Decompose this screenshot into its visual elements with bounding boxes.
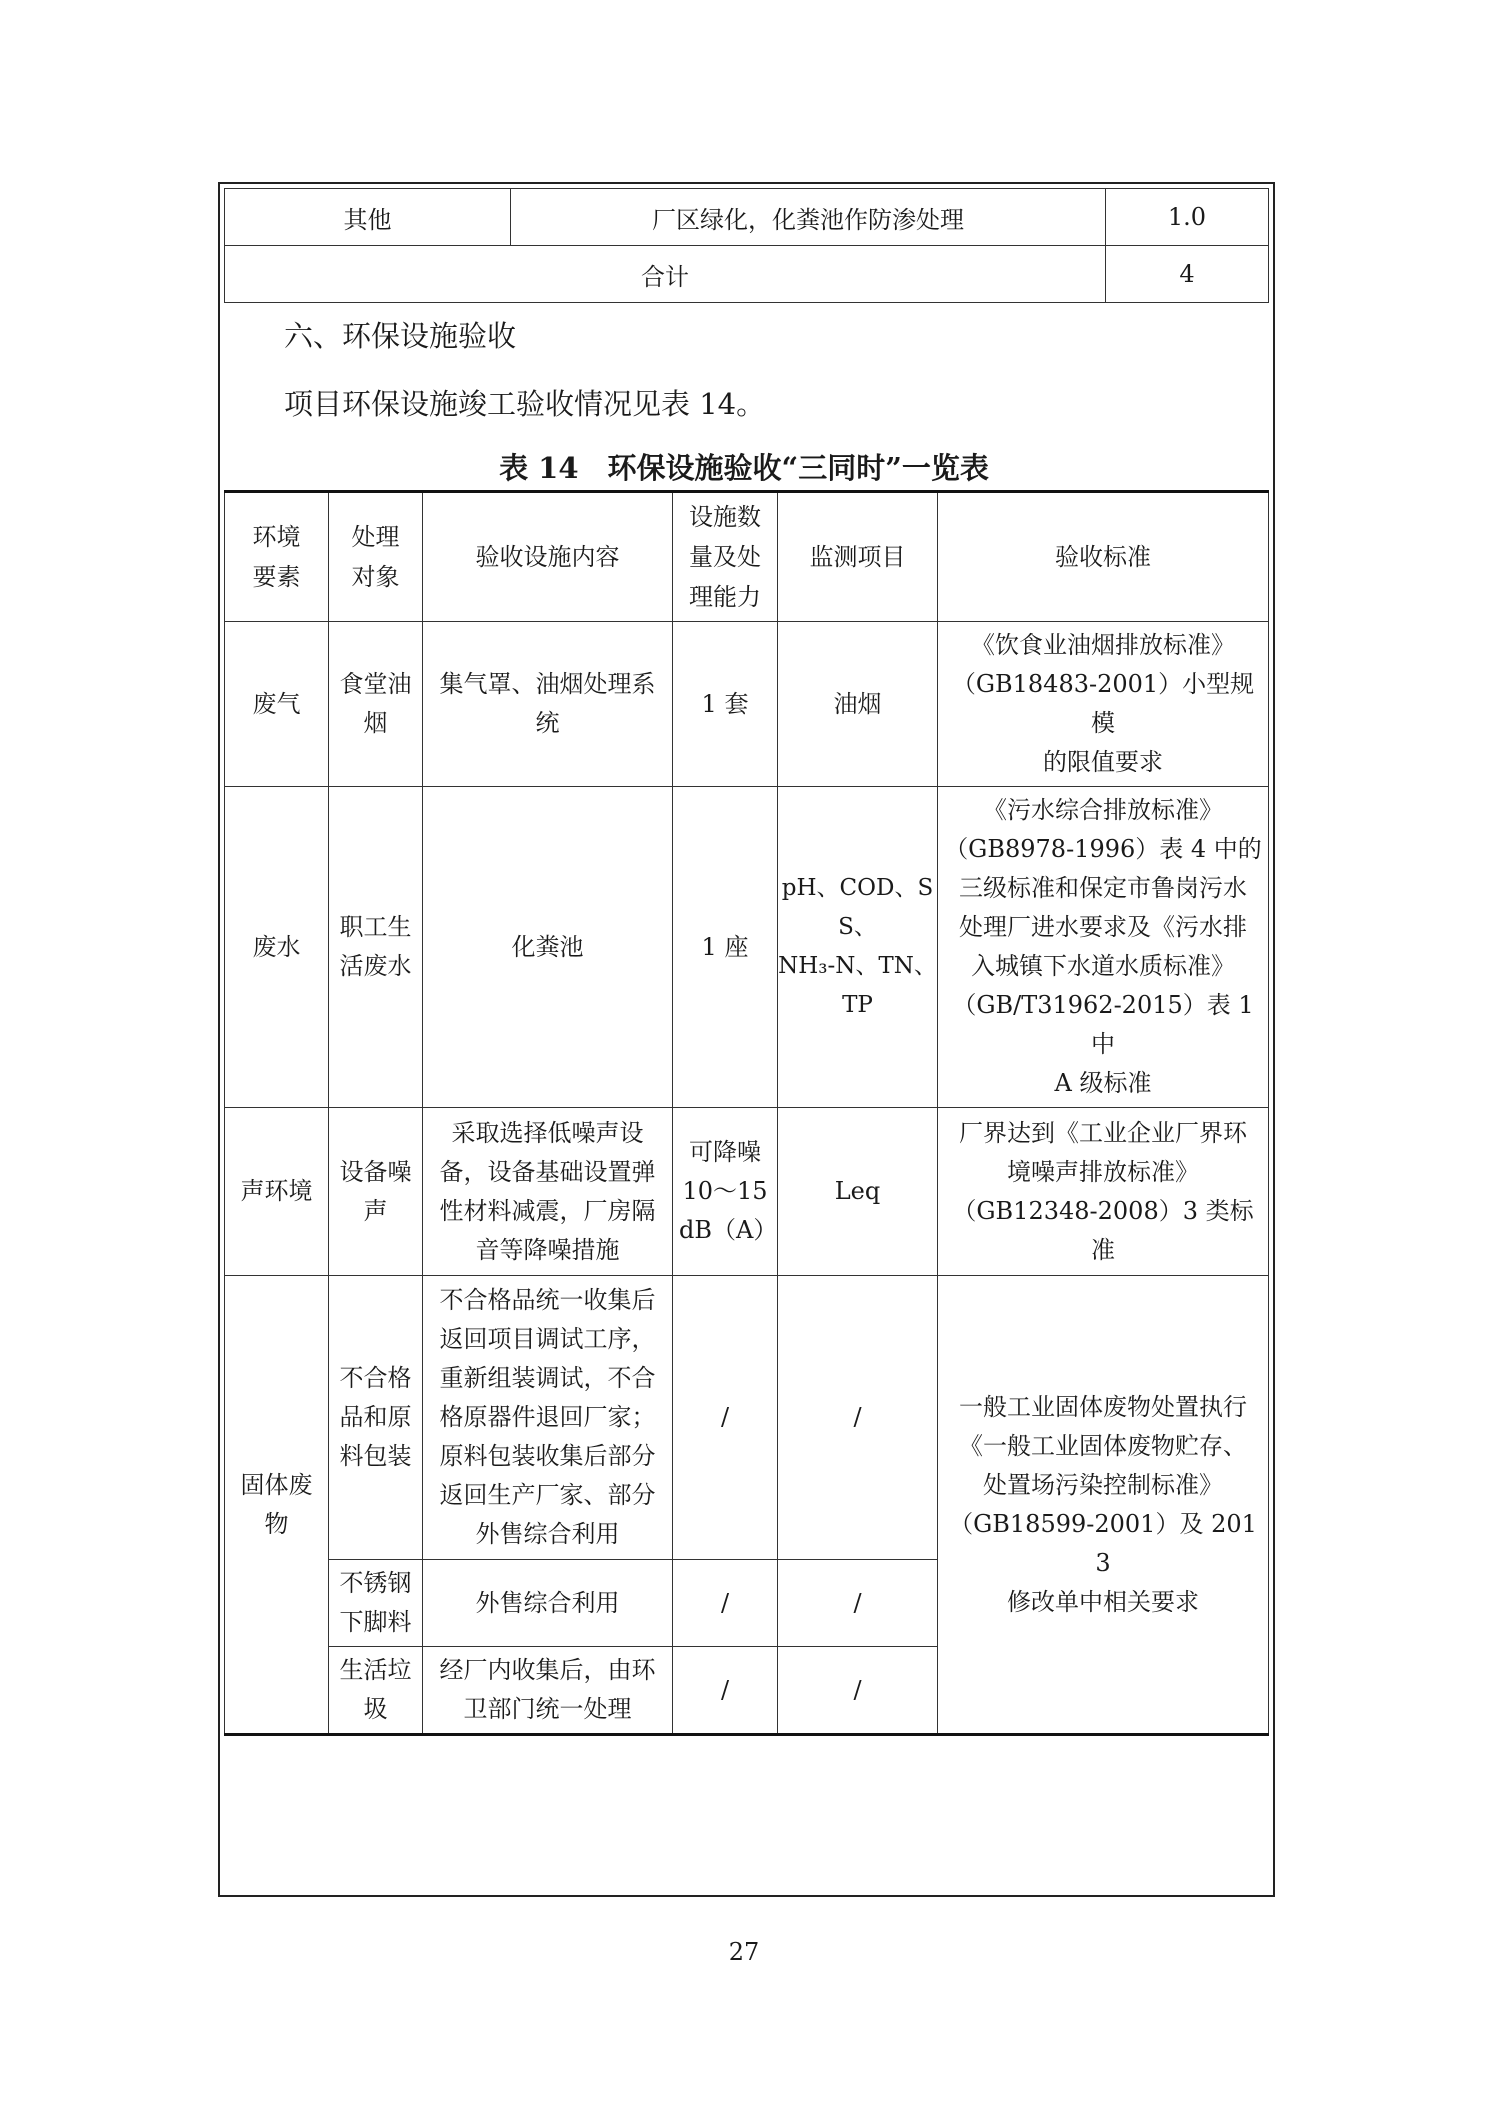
facility-cell: 集气罩、油烟处理系 统 [423, 622, 673, 787]
header-cell: 验收标准 [938, 492, 1269, 622]
capacity-cell: / [673, 1560, 778, 1647]
facility-cell: 外售综合利用 [423, 1560, 673, 1647]
element-cell: 固体废 物 [225, 1276, 329, 1735]
table-row [225, 1108, 1269, 1276]
capacity-cell: 1 套 [673, 622, 778, 787]
section-heading: 六、环保设施验收 [284, 319, 517, 353]
facility-cell: 采取选择低噪声设 备，设备基础设置弹 性材料减震，厂房隔 音等降噪措施 [423, 1108, 673, 1276]
object-cell: 不合格 品和原 料包装 [329, 1276, 423, 1560]
monitor-cell: / [778, 1276, 938, 1560]
table-row [225, 1276, 1269, 1560]
table-row [225, 787, 1269, 1108]
element-cell: 废水 [225, 787, 329, 1108]
facility-cell: 经厂内收集后，由环 卫部门统一处理 [423, 1647, 673, 1735]
table-row [225, 189, 1269, 246]
table-title: 表 14 环保设施验收“三同时”一览表 [499, 451, 989, 485]
table-row [225, 622, 1269, 787]
cost-table [224, 188, 1269, 303]
table-header-row [225, 492, 1269, 622]
header-cell: 处理 对象 [329, 492, 423, 622]
capacity-cell: 1 座 [673, 787, 778, 1108]
standard-cell: 厂界达到《工业企业厂界环 境噪声排放标准》 （GB12348-2008）3 类标准 [938, 1108, 1269, 1276]
capacity-cell: / [673, 1276, 778, 1560]
header-cell: 设施数 量及处 理能力 [673, 492, 778, 622]
monitor-cell: / [778, 1647, 938, 1735]
object-cell: 职工生 活废水 [329, 787, 423, 1108]
capacity-cell: / [673, 1647, 778, 1735]
total-value: 4 [1106, 246, 1269, 303]
facility-cell: 不合格品统一收集后 返回项目调试工序， 重新组装调试，不合 格原器件退回厂家； 原料包装收集后部分 返回生产厂家、部分 外售综合利用 [423, 1276, 673, 1560]
acceptance-table [224, 490, 1269, 1736]
total-label: 合计 [225, 246, 1106, 303]
other-value: 1.0 [1106, 189, 1269, 246]
other-label: 其他 [225, 189, 511, 246]
capacity-cell: 可降噪 10～15 dB（A） [673, 1108, 778, 1276]
monitor-cell: / [778, 1560, 938, 1647]
header-cell: 环境 要素 [225, 492, 329, 622]
standard-cell: 《污水综合排放标准》 （GB8978-1996）表 4 中的 三级标准和保定市鲁岗污水 处理厂进水要求及《污水排 入城镇下水道水质标准》 （GB/T31962-2015）表 1 中 A 级标准 [938, 787, 1269, 1108]
page-number: 27 [728, 1938, 760, 1966]
element-cell: 废气 [225, 622, 329, 787]
facility-cell: 化粪池 [423, 787, 673, 1108]
element-cell: 声环境 [225, 1108, 329, 1276]
standard-cell: 《饮食业油烟排放标准》 （GB18483-2001）小型规模 的限值要求 [938, 622, 1269, 787]
monitor-cell: 油烟 [778, 622, 938, 787]
header-cell: 监测项目 [778, 492, 938, 622]
standard-cell: 一般工业固体废物处置执行 《一般工业固体废物贮存、 处置场污染控制标准》 （GB18599-2001）及 2013 修改单中相关要求 [938, 1276, 1269, 1735]
object-cell: 设备噪 声 [329, 1108, 423, 1276]
monitor-cell: Leq [778, 1108, 938, 1276]
object-cell: 食堂油 烟 [329, 622, 423, 787]
object-cell: 不锈钢 下脚料 [329, 1560, 423, 1647]
table-row [225, 246, 1269, 303]
header-cell: 验收设施内容 [423, 492, 673, 622]
intro-text: 项目环保设施竣工验收情况见表 14。 [284, 387, 766, 421]
other-desc: 厂区绿化，化粪池作防渗处理 [511, 189, 1106, 246]
object-cell: 生活垃 圾 [329, 1647, 423, 1735]
monitor-cell: pH、COD、SS、 NH₃-N、TN、 TP [778, 787, 938, 1108]
